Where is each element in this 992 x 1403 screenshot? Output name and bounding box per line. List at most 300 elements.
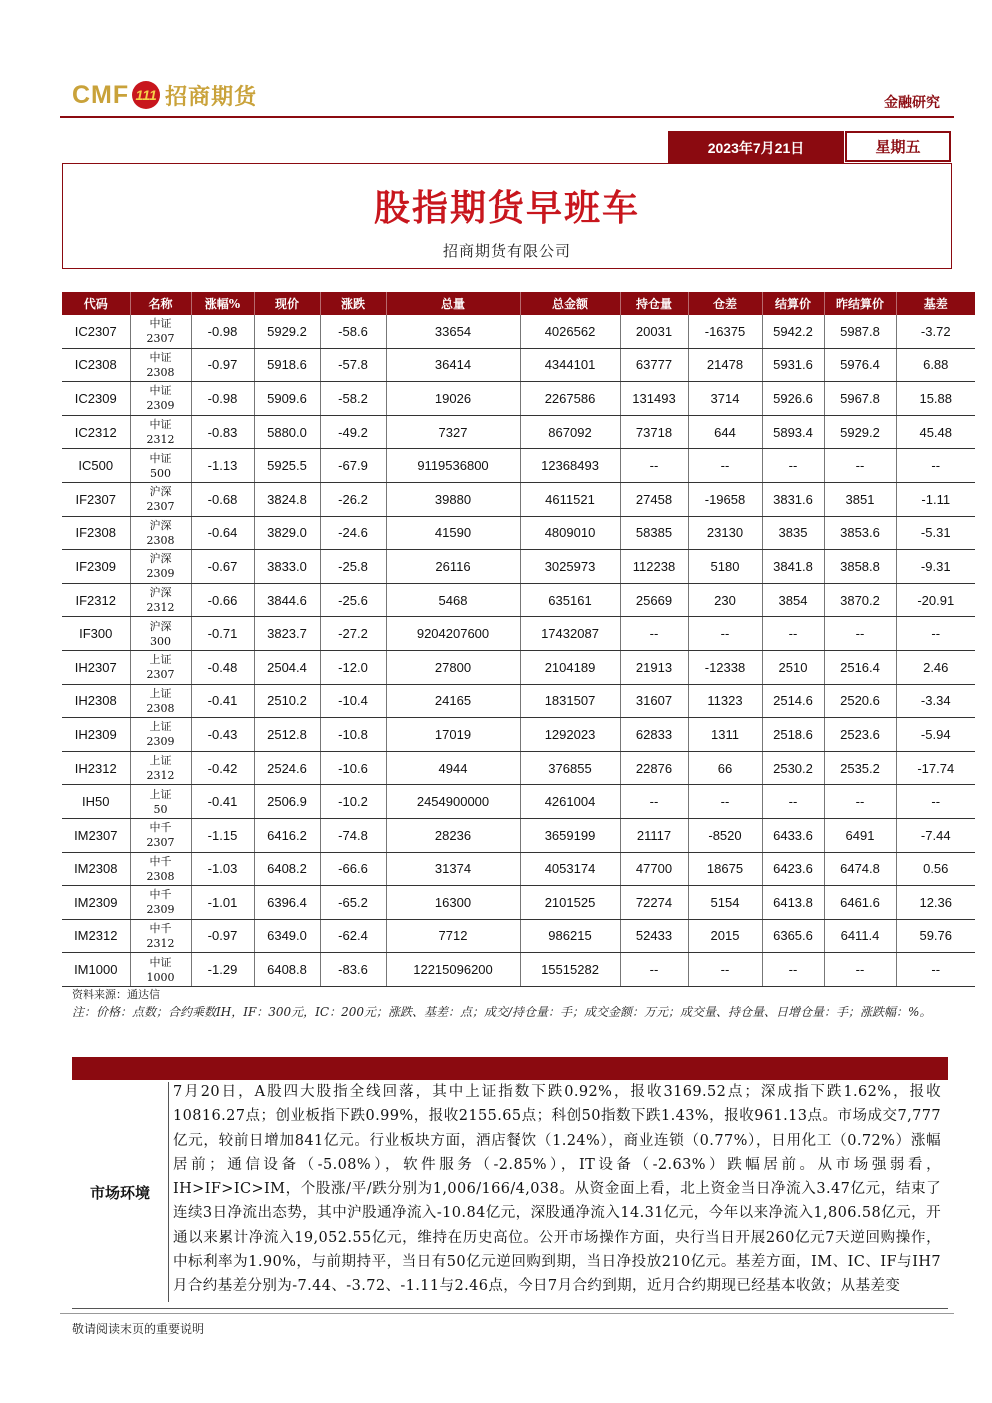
contract-name-month: 2308 xyxy=(146,533,175,547)
table-cell: -12.0 xyxy=(320,650,386,684)
table-cell: -0.48 xyxy=(191,650,254,684)
table-cell: 11323 xyxy=(688,684,762,718)
contract-name-month: 2307 xyxy=(146,500,175,514)
table-cell: 2510.2 xyxy=(254,684,320,718)
table-cell: 6396.4 xyxy=(254,886,320,920)
table-cell: 52433 xyxy=(620,919,688,953)
table-cell: 23130 xyxy=(688,516,762,550)
table-cell: -7.44 xyxy=(896,818,975,852)
table-cell: 5893.4 xyxy=(762,415,824,449)
table-cell: -0.43 xyxy=(191,718,254,752)
table-cell: 72274 xyxy=(620,886,688,920)
logo-badge-icon: 111 xyxy=(132,81,160,109)
table-cell: 12.36 xyxy=(896,886,975,920)
contract-name xyxy=(130,919,191,953)
table-cell: 2530.2 xyxy=(762,751,824,785)
contract-name-index: 沪深 xyxy=(149,586,172,600)
table-cell: 2.46 xyxy=(896,650,975,684)
table-cell: -26.2 xyxy=(320,482,386,516)
table-cell: 3854 xyxy=(762,583,824,617)
data-source: 资料来源：通达信 xyxy=(72,988,160,1001)
table-cell: 9119536800 xyxy=(386,449,520,483)
table-cell: 986215 xyxy=(520,919,620,953)
table-cell: 5909.6 xyxy=(254,382,320,416)
table-cell: 19026 xyxy=(386,382,520,416)
table-note: 注：价格：点数；合约乘数IH，IF：300元，IC：200元；涨跌、基差：点；成交/持仓量：手；成交金额：万元；成交量、持仓量、日增仓量：手；涨跌幅：%。 xyxy=(72,1005,932,1019)
table-cell: -- xyxy=(896,617,975,651)
table-cell: 5967.8 xyxy=(824,382,896,416)
table-row xyxy=(62,919,975,953)
table-cell: -67.9 xyxy=(320,449,386,483)
contract-code: IH2309 xyxy=(62,718,130,752)
table-cell: 16300 xyxy=(386,886,520,920)
table-row xyxy=(62,415,975,449)
futures-quote-table xyxy=(62,292,975,987)
table-cell: 2267586 xyxy=(520,382,620,416)
report-weekday: 星期五 xyxy=(845,131,951,162)
table-cell: 2520.6 xyxy=(824,684,896,718)
table-cell: -58.6 xyxy=(320,315,386,348)
table-cell: -- xyxy=(896,449,975,483)
table-cell: 1292023 xyxy=(520,718,620,752)
column-header: 代码 xyxy=(62,292,130,315)
contract-name-index: 沪深 xyxy=(149,485,172,499)
contract-name-month: 1000 xyxy=(146,970,175,984)
table-cell: 28236 xyxy=(386,818,520,852)
contract-name-index: 上证 xyxy=(149,754,172,768)
table-cell: 3841.8 xyxy=(762,550,824,584)
company-name: 招商期货有限公司 xyxy=(442,242,571,260)
table-row xyxy=(62,516,975,550)
table-cell: -3.72 xyxy=(896,315,975,348)
table-cell: 5931.6 xyxy=(762,348,824,382)
table-row xyxy=(62,617,975,651)
contract-name xyxy=(130,550,191,584)
table-cell: -- xyxy=(688,785,762,819)
contract-name-month: 2308 xyxy=(146,365,175,379)
table-cell: 62833 xyxy=(620,718,688,752)
table-row xyxy=(62,953,975,987)
contract-code: IH50 xyxy=(62,785,130,819)
contract-name xyxy=(130,617,191,651)
contract-name xyxy=(130,650,191,684)
table-cell: 5942.2 xyxy=(762,315,824,348)
table-cell: -- xyxy=(688,617,762,651)
table-cell: 4053174 xyxy=(520,852,620,886)
table-row xyxy=(62,886,975,920)
table-cell: -16375 xyxy=(688,315,762,348)
table-cell: 6413.8 xyxy=(762,886,824,920)
table-row xyxy=(62,718,975,752)
table-cell: 9204207600 xyxy=(386,617,520,651)
table-cell: 3835 xyxy=(762,516,824,550)
contract-name-month: 2312 xyxy=(146,936,175,950)
contract-name-month: 2308 xyxy=(146,701,175,715)
table-cell: 112238 xyxy=(620,550,688,584)
column-header: 结算价 xyxy=(762,292,824,315)
contract-name-month: 2309 xyxy=(146,735,175,749)
table-cell: 635161 xyxy=(520,583,620,617)
contract-name xyxy=(130,348,191,382)
table-cell: 66 xyxy=(688,751,762,785)
table-cell: -1.11 xyxy=(896,482,975,516)
table-cell: 0.56 xyxy=(896,852,975,886)
table-cell: 3858.8 xyxy=(824,550,896,584)
table-cell: 47700 xyxy=(620,852,688,886)
contract-name-month: 500 xyxy=(150,466,171,480)
table-cell: 22876 xyxy=(620,751,688,785)
table-cell: 17432087 xyxy=(520,617,620,651)
contract-code: IH2308 xyxy=(62,684,130,718)
table-cell: 3824.8 xyxy=(254,482,320,516)
contract-name-index: 中证 xyxy=(149,955,172,969)
table-cell: 5880.0 xyxy=(254,415,320,449)
table-cell: 6423.6 xyxy=(762,852,824,886)
table-cell: 39880 xyxy=(386,482,520,516)
table-cell: -10.4 xyxy=(320,684,386,718)
table-cell: -- xyxy=(824,785,896,819)
contract-name-index: 中千 xyxy=(149,821,172,835)
table-cell: -- xyxy=(620,617,688,651)
table-cell: 6411.4 xyxy=(824,919,896,953)
table-cell: 2516.4 xyxy=(824,650,896,684)
table-cell: -0.98 xyxy=(191,315,254,348)
table-cell: 5154 xyxy=(688,886,762,920)
table-cell: -10.2 xyxy=(320,785,386,819)
table-cell: 867092 xyxy=(520,415,620,449)
report-date: 2023年7月21日 xyxy=(668,131,844,164)
table-cell: -5.31 xyxy=(896,516,975,550)
title-box xyxy=(62,163,952,269)
column-header: 名称 xyxy=(130,292,191,315)
section-divider xyxy=(72,1308,948,1309)
table-cell: 6.88 xyxy=(896,348,975,382)
table-cell: 2524.6 xyxy=(254,751,320,785)
table-cell: 2104189 xyxy=(520,650,620,684)
contract-name xyxy=(130,785,191,819)
contract-name-index: 上证 xyxy=(149,653,172,667)
table-cell: 2015 xyxy=(688,919,762,953)
table-cell: 4611521 xyxy=(520,482,620,516)
table-cell: 21117 xyxy=(620,818,688,852)
table-cell: 6416.2 xyxy=(254,818,320,852)
header-divider xyxy=(60,116,954,118)
table-cell: -- xyxy=(762,617,824,651)
contract-code: IM2307 xyxy=(62,818,130,852)
table-cell: 5929.2 xyxy=(254,315,320,348)
contract-name-index: 沪深 xyxy=(149,619,172,633)
table-cell: 644 xyxy=(688,415,762,449)
table-cell: 3829.0 xyxy=(254,516,320,550)
table-cell: 6491 xyxy=(824,818,896,852)
contract-name-month: 2308 xyxy=(146,869,175,883)
table-cell: 3853.6 xyxy=(824,516,896,550)
table-cell: 45.48 xyxy=(896,415,975,449)
contract-name xyxy=(130,718,191,752)
table-cell: -- xyxy=(824,449,896,483)
table-cell: -0.68 xyxy=(191,482,254,516)
table-cell: 59.76 xyxy=(896,919,975,953)
table-cell: -0.41 xyxy=(191,785,254,819)
table-cell: -- xyxy=(896,953,975,987)
market-section-label: 市场环境 xyxy=(72,1082,169,1302)
contract-name xyxy=(130,751,191,785)
contract-name-month: 2309 xyxy=(146,903,175,917)
contract-code: IF2309 xyxy=(62,550,130,584)
table-cell: -27.2 xyxy=(320,617,386,651)
table-cell: -- xyxy=(762,449,824,483)
table-cell: 4026562 xyxy=(520,315,620,348)
table-cell: 73718 xyxy=(620,415,688,449)
table-cell: -10.6 xyxy=(320,751,386,785)
table-cell: 2514.6 xyxy=(762,684,824,718)
table-cell: 7327 xyxy=(386,415,520,449)
table-cell: -12338 xyxy=(688,650,762,684)
contract-name xyxy=(130,516,191,550)
table-cell: 18675 xyxy=(688,852,762,886)
table-cell: -74.8 xyxy=(320,818,386,852)
table-cell: -0.66 xyxy=(191,583,254,617)
table-cell: -0.41 xyxy=(191,684,254,718)
table-cell: 376855 xyxy=(520,751,620,785)
contract-code: IF2312 xyxy=(62,583,130,617)
contract-code: IF2308 xyxy=(62,516,130,550)
table-cell: 6461.6 xyxy=(824,886,896,920)
column-header: 昨结算价 xyxy=(824,292,896,315)
column-header: 涨幅% xyxy=(191,292,254,315)
table-cell: -66.6 xyxy=(320,852,386,886)
table-cell: -- xyxy=(896,785,975,819)
table-cell: 3659199 xyxy=(520,818,620,852)
logo-chinese-name: 招商期货 xyxy=(165,84,258,110)
contract-name xyxy=(130,953,191,987)
table-cell: 3823.7 xyxy=(254,617,320,651)
table-cell: 3025973 xyxy=(520,550,620,584)
contract-code: IM1000 xyxy=(62,953,130,987)
table-cell: 3844.6 xyxy=(254,583,320,617)
table-cell: -25.6 xyxy=(320,583,386,617)
table-cell: -0.97 xyxy=(191,348,254,382)
table-cell: -1.15 xyxy=(191,818,254,852)
table-row xyxy=(62,751,975,785)
table-cell: -9.31 xyxy=(896,550,975,584)
table-cell: -0.97 xyxy=(191,919,254,953)
logo-latin: CMF xyxy=(72,80,130,109)
table-cell: -- xyxy=(762,953,824,987)
table-cell: 4344101 xyxy=(520,348,620,382)
table-row xyxy=(62,550,975,584)
table-cell: -25.8 xyxy=(320,550,386,584)
table-cell: -83.6 xyxy=(320,953,386,987)
table-cell: -1.13 xyxy=(191,449,254,483)
table-cell: 12368493 xyxy=(520,449,620,483)
table-cell: 6365.6 xyxy=(762,919,824,953)
table-row xyxy=(62,684,975,718)
table-cell: 3870.2 xyxy=(824,583,896,617)
contract-name xyxy=(130,449,191,483)
table-cell: -1.03 xyxy=(191,852,254,886)
contract-code: IF300 xyxy=(62,617,130,651)
table-cell: 5987.8 xyxy=(824,315,896,348)
table-cell: 21913 xyxy=(620,650,688,684)
table-row xyxy=(62,583,975,617)
contract-name-month: 50 xyxy=(153,802,168,816)
column-header: 现价 xyxy=(254,292,320,315)
table-cell: 6408.8 xyxy=(254,953,320,987)
contract-name-index: 中证 xyxy=(149,350,172,364)
table-cell: -- xyxy=(620,785,688,819)
table-cell: 2518.6 xyxy=(762,718,824,752)
table-cell: -17.74 xyxy=(896,751,975,785)
contract-name-index: 上证 xyxy=(149,720,172,734)
table-row xyxy=(62,348,975,382)
table-cell: 2454900000 xyxy=(386,785,520,819)
table-cell: -0.42 xyxy=(191,751,254,785)
table-cell: 6474.8 xyxy=(824,852,896,886)
contract-name-month: 2307 xyxy=(146,836,175,850)
table-cell: 15.88 xyxy=(896,382,975,416)
contract-code: IM2312 xyxy=(62,919,130,953)
contract-code: IH2307 xyxy=(62,650,130,684)
table-cell: 31607 xyxy=(620,684,688,718)
table-cell: 3851 xyxy=(824,482,896,516)
table-cell: -0.83 xyxy=(191,415,254,449)
contract-name xyxy=(130,482,191,516)
contract-name-month: 2312 xyxy=(146,433,175,447)
table-row xyxy=(62,785,975,819)
table-cell: -8520 xyxy=(688,818,762,852)
table-cell: 2101525 xyxy=(520,886,620,920)
table-cell: 2510 xyxy=(762,650,824,684)
table-cell: 63777 xyxy=(620,348,688,382)
table-row xyxy=(62,482,975,516)
table-cell: -62.4 xyxy=(320,919,386,953)
column-header: 持仓量 xyxy=(620,292,688,315)
table-cell: -- xyxy=(688,953,762,987)
contract-name xyxy=(130,818,191,852)
table-cell: 4261004 xyxy=(520,785,620,819)
department-label: 金融研究 xyxy=(884,95,940,111)
table-cell: -- xyxy=(620,953,688,987)
table-cell: 36414 xyxy=(386,348,520,382)
table-cell: -58.2 xyxy=(320,382,386,416)
table-cell: -49.2 xyxy=(320,415,386,449)
table-cell: 3831.6 xyxy=(762,482,824,516)
section-header-bar xyxy=(72,1057,948,1080)
table-cell: -- xyxy=(824,617,896,651)
contract-name xyxy=(130,684,191,718)
table-row xyxy=(62,818,975,852)
contract-name-index: 中证 xyxy=(149,317,172,331)
footer-disclaimer: 敬请阅读末页的重要说明 xyxy=(72,1322,205,1336)
contract-name-month: 2312 xyxy=(146,769,175,783)
table-cell: 1831507 xyxy=(520,684,620,718)
table-cell: 4944 xyxy=(386,751,520,785)
contract-name xyxy=(130,382,191,416)
table-cell: 26116 xyxy=(386,550,520,584)
contract-code: IM2309 xyxy=(62,886,130,920)
table-cell: 2512.8 xyxy=(254,718,320,752)
table-cell: 6349.0 xyxy=(254,919,320,953)
market-section-text: 7月20日，A股四大股指全线回落，其中上证指数下跌0.92%，报收3169.52点；深成指下跌1.62%，报收10816.27点；创业板指下跌0.99%，报收2155.65点；科创50指数下跌1.43%，报收961.13点。市场成交7,777亿元，较前日增加841亿元。行业板块方面，酒店餐饮（1.24%），商业连锁（0.77%），日用化工（0.72%）涨幅居前；通信设备（-5.08%），软件服务（-2.85%），IT设备（-2.63%）跌幅居前。从市场强弱看，IH>IF>IC>IM，个股涨/平/跌分别为1,006/166/4,038。从资金面上看，北上资金当日净流入3.47亿元，结束了连续3日净流出态势，其中沪股通净流入-10.84亿元，深股通净流入14.31亿元，今年以来净流入1,806.58亿元，开通以来累计净流入19,052.55亿元，维持在历史高位。公开市场操作方面，央行当日开展260亿元7天逆回购操作，中标利率为1.90%，与前期持平，当日有50亿元逆回购到期，当日净投放210亿元。基差方面，IM、IC、IF与IH7月合约基差分别为-7.44、-3.72、-1.11与2.46点，今日7月合约到期，近月合约期现已经基本收敛；从基差变 xyxy=(173,1084,941,1295)
table-cell: 131493 xyxy=(620,382,688,416)
table-cell: 1311 xyxy=(688,718,762,752)
contract-code: IC500 xyxy=(62,449,130,483)
contract-name-month: 2312 xyxy=(146,601,175,615)
contract-name-index: 中证 xyxy=(149,451,172,465)
table-cell: 5929.2 xyxy=(824,415,896,449)
table-row xyxy=(62,449,975,483)
table-cell: -10.8 xyxy=(320,718,386,752)
table-cell: -- xyxy=(620,449,688,483)
table-cell: -5.94 xyxy=(896,718,975,752)
contract-name-index: 中千 xyxy=(149,888,172,902)
table-cell: 21478 xyxy=(688,348,762,382)
contract-name xyxy=(130,886,191,920)
table-cell: 27800 xyxy=(386,650,520,684)
table-cell: -20.91 xyxy=(896,583,975,617)
column-header: 涨跌 xyxy=(320,292,386,315)
contract-code: IC2308 xyxy=(62,348,130,382)
contract-name-index: 上证 xyxy=(149,686,172,700)
contract-code: IH2312 xyxy=(62,751,130,785)
table-cell: -3.34 xyxy=(896,684,975,718)
contract-name-index: 中证 xyxy=(149,418,172,432)
contract-name xyxy=(130,583,191,617)
table-cell: 17019 xyxy=(386,718,520,752)
table-cell: 6408.2 xyxy=(254,852,320,886)
contract-name-month: 300 xyxy=(150,634,171,648)
table-cell: 5976.4 xyxy=(824,348,896,382)
table-cell: -- xyxy=(762,785,824,819)
table-cell: 5918.6 xyxy=(254,348,320,382)
table-cell: 2535.2 xyxy=(824,751,896,785)
contract-name-index: 沪深 xyxy=(149,552,172,566)
column-header: 基差 xyxy=(896,292,975,315)
table-header-row xyxy=(62,292,975,315)
table-cell: 25669 xyxy=(620,583,688,617)
table-cell: -1.01 xyxy=(191,886,254,920)
table-cell: 5926.6 xyxy=(762,382,824,416)
table-cell: 5468 xyxy=(386,583,520,617)
table-cell: 2523.6 xyxy=(824,718,896,752)
table-cell: -- xyxy=(688,449,762,483)
contract-code: IF2307 xyxy=(62,482,130,516)
column-header: 总金额 xyxy=(520,292,620,315)
table-cell: 4809010 xyxy=(520,516,620,550)
table-row xyxy=(62,852,975,886)
contract-name-index: 上证 xyxy=(149,787,172,801)
table-cell: 230 xyxy=(688,583,762,617)
contract-name-index: 中千 xyxy=(149,921,172,935)
table-cell: -1.29 xyxy=(191,953,254,987)
table-cell: 20031 xyxy=(620,315,688,348)
table-row xyxy=(62,382,975,416)
contract-name xyxy=(130,315,191,348)
contract-code: IC2307 xyxy=(62,315,130,348)
table-row xyxy=(62,315,975,348)
contract-name-month: 2307 xyxy=(146,668,175,682)
table-cell: -57.8 xyxy=(320,348,386,382)
table-cell: 15515282 xyxy=(520,953,620,987)
table-cell: 41590 xyxy=(386,516,520,550)
table-cell: -19658 xyxy=(688,482,762,516)
contract-name-month: 2307 xyxy=(146,332,175,346)
footer-divider xyxy=(60,1313,954,1314)
contract-name-month: 2309 xyxy=(146,399,175,413)
table-cell: 58385 xyxy=(620,516,688,550)
table-cell: -0.64 xyxy=(191,516,254,550)
